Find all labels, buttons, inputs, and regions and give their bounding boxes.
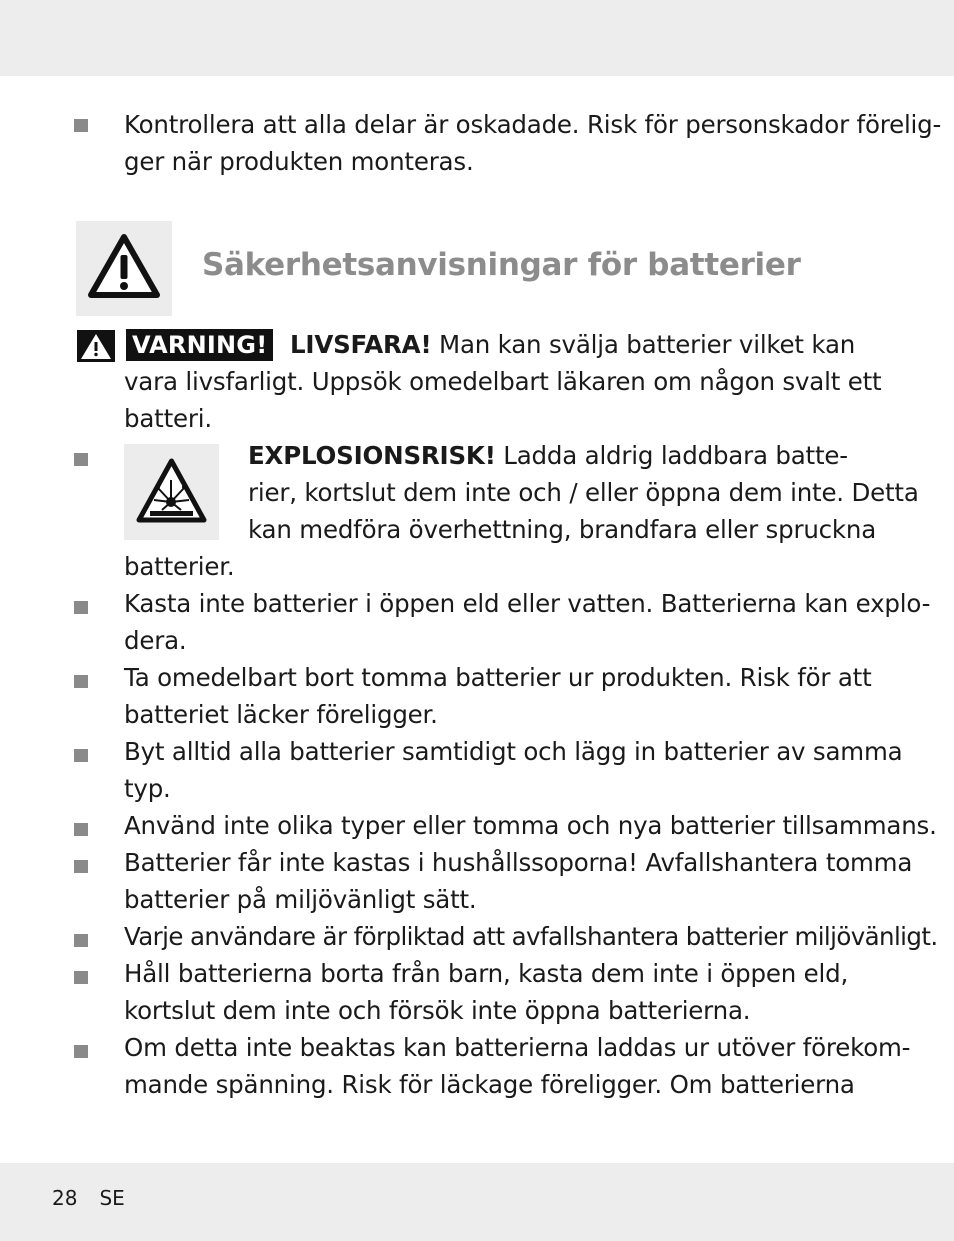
explosion-line: kan medföra överhettning, brandfara eller spruckna xyxy=(248,515,877,544)
bullet-marker xyxy=(74,934,88,947)
list-item-line: mande spänning. Risk för läckage föreligger. Om batterierna xyxy=(124,1070,855,1099)
list-item-line: Batterier får inte kastas i hushållssoporna! Avfallshantera tomma xyxy=(124,848,913,877)
explosion-line: Ladda aldrig laddbara batte- xyxy=(495,441,848,470)
list-item xyxy=(124,733,903,807)
list-item xyxy=(124,1029,911,1103)
explosion-keyword: EXPLOSIONSRISK! xyxy=(248,441,496,470)
bullet-marker xyxy=(74,971,88,984)
list-item-line: Ta omedelbart bort tomma batterier ur produkten. Risk för att xyxy=(124,663,872,692)
list-item xyxy=(124,807,937,844)
section-title: Säkerhetsanvisningar för batterier xyxy=(202,247,801,283)
bullet-marker xyxy=(74,119,88,132)
list-item-line: Använd inte olika typer eller tomma och nya batterier tillsammans. xyxy=(124,811,937,840)
page-footer xyxy=(52,1186,147,1210)
list-item xyxy=(124,844,913,918)
list-item xyxy=(124,585,931,659)
warning-triangle-icon xyxy=(77,330,115,362)
list-item-line: Om detta inte beaktas kan batterierna laddas ur utöver förekom- xyxy=(124,1033,911,1062)
list-item-line: Kontrollera att alla delar är oskadade. Risk för personskador förelig- xyxy=(124,110,942,139)
list-item-line: Håll batterierna borta från barn, kasta dem inte i öppen eld, xyxy=(124,959,849,988)
explosion-text xyxy=(124,437,919,585)
bullet-marker xyxy=(74,823,88,836)
warning-line: Man kan svälja batterier vilket kan xyxy=(431,330,856,359)
language-code: SE xyxy=(99,1186,125,1210)
list-item xyxy=(124,659,884,733)
bullet-marker xyxy=(74,860,88,873)
page-number: 28 xyxy=(52,1186,78,1210)
explosion-line: batterier. xyxy=(124,552,235,581)
bullet-marker xyxy=(74,1045,88,1058)
list-item-line: kortslut dem inte och försök inte öppna batterierna. xyxy=(124,996,751,1025)
list-item-line: dera. xyxy=(124,626,187,655)
warning-line: batteri. xyxy=(124,404,212,433)
list-item-line: typ. xyxy=(124,774,171,803)
list-item-line: ger när produkten monteras. xyxy=(124,147,474,176)
explosion-line: rier, kortslut dem inte och / eller öppna dem inte. Detta xyxy=(248,478,919,507)
danger-keyword: LIVSFARA! xyxy=(290,330,432,359)
warning-triangle-icon xyxy=(76,221,172,316)
warning-line: vara livsfarligt. Uppsök omedelbart läkaren om någon svalt ett xyxy=(124,367,882,396)
bullet-marker xyxy=(74,453,88,466)
list-item xyxy=(124,955,884,1029)
list-item-line: Kasta inte batterier i öppen eld eller vatten. Batterierna kan explo- xyxy=(124,589,931,618)
warning-label: VARNING! xyxy=(126,329,273,361)
header-band xyxy=(0,0,954,76)
list-item xyxy=(124,918,938,955)
list-item-line: Varje användare är förpliktad att avfallshantera batterier miljövänligt. xyxy=(124,922,938,951)
list-item-line: batteriet läcker föreligger. xyxy=(124,700,438,729)
list-item xyxy=(124,106,942,180)
warning-text xyxy=(124,326,884,437)
bullet-marker xyxy=(74,675,88,688)
list-item-line: batterier på miljövänligt sätt. xyxy=(124,885,477,914)
list-item-line: Byt alltid alla batterier samtidigt och lägg in batterier av samma xyxy=(124,737,903,766)
bullet-marker xyxy=(74,601,88,614)
bullet-marker xyxy=(74,749,88,762)
